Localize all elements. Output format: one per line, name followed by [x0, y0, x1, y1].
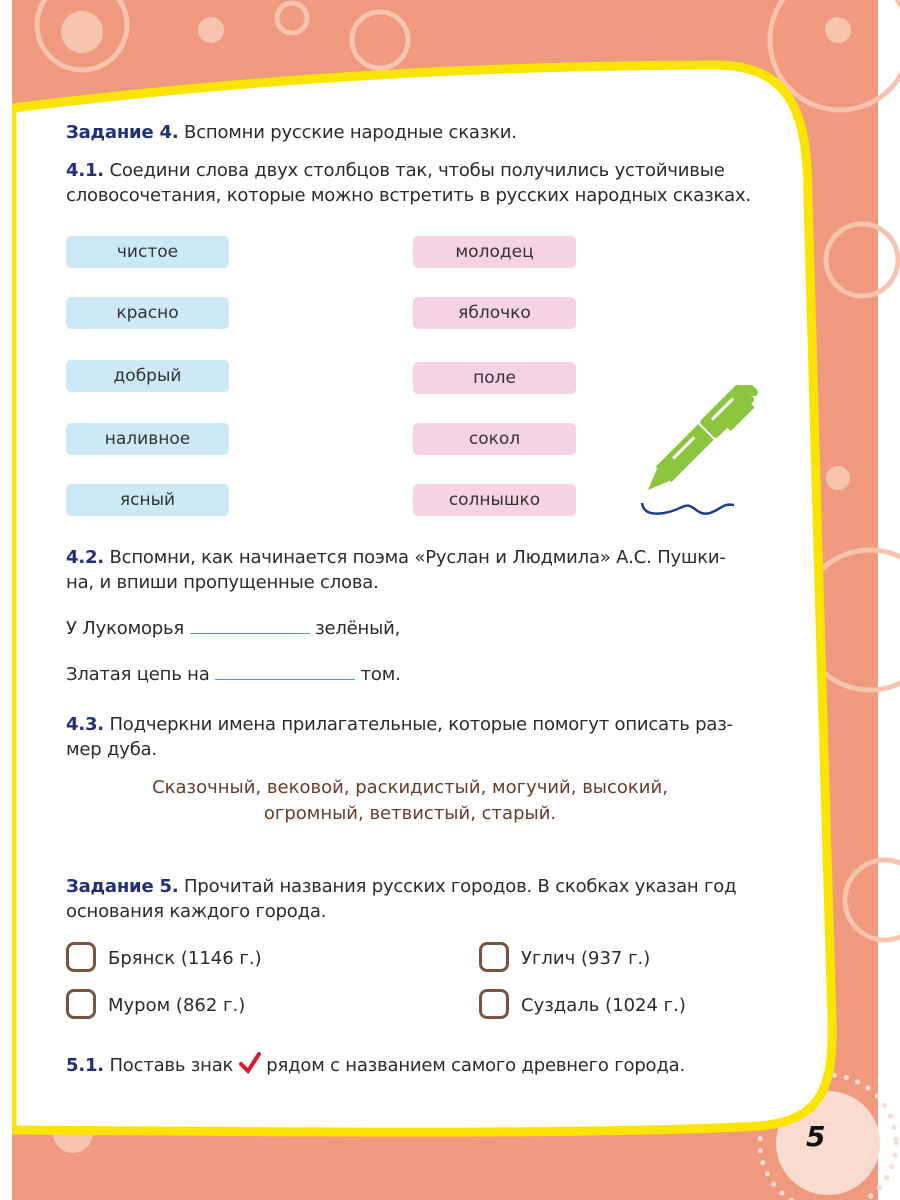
left-word-2[interactable]: красно: [66, 297, 229, 329]
q42-text-line1: Вспомни, как начинается поэма «Руслан и Людмила» А.С. Пушки-: [109, 547, 726, 568]
question-4-3: [66, 712, 760, 762]
checkmark-icon: [239, 1052, 261, 1074]
city-label-uglich: Углич (937 г.): [521, 948, 651, 969]
question-5-1: [66, 1052, 685, 1078]
city-label-murom: Муром (862 г.): [108, 995, 246, 1016]
checkbox-suzdal[interactable]: [479, 989, 509, 1019]
verse2-before: Златая цепь на: [66, 664, 210, 685]
q42-number: 4.2.: [66, 547, 104, 568]
verse2-after: том.: [360, 664, 401, 685]
task5-title: [66, 874, 760, 924]
verse-line-1: [66, 616, 400, 641]
left-word-1[interactable]: чистое: [66, 236, 229, 268]
verse2-blank[interactable]: [215, 665, 355, 680]
verse1-after: зелёный,: [315, 618, 401, 639]
checkbox-murom[interactable]: [66, 989, 96, 1019]
city-label-bryansk: Брянск (1146 г.): [108, 948, 262, 969]
q43-number: 4.3.: [66, 714, 104, 735]
task4-title: [66, 120, 517, 145]
task5-heading: Задание 5.: [66, 876, 179, 897]
right-word-5[interactable]: солнышко: [413, 484, 576, 516]
q51-text-after: рядом с названием самого древнего города.: [266, 1055, 685, 1076]
adjectives-line-1[interactable]: Сказочный, вековой, раскидистый, могучий, высокий,: [152, 777, 668, 798]
verse1-before: У Лукоморья: [66, 618, 185, 639]
q43-text-line1: Подчеркни имена прилагательные, которые помогут описать раз-: [109, 714, 733, 735]
verse-line-2: [66, 662, 401, 687]
q41-number: 4.1.: [66, 160, 104, 181]
task4-intro: Вспомни русские народные сказки.: [184, 122, 517, 143]
task5-intro-line2: основания каждого города.: [66, 901, 327, 922]
question-4-1: [66, 158, 760, 208]
right-word-3[interactable]: поле: [413, 362, 576, 394]
checkbox-bryansk[interactable]: [66, 942, 96, 972]
q43-text-line2: мер дуба.: [66, 739, 157, 760]
left-word-4[interactable]: наливное: [66, 423, 229, 455]
right-word-2[interactable]: яблочко: [413, 297, 576, 329]
q51-number: 5.1.: [66, 1055, 104, 1076]
adjectives-line-2[interactable]: огромный, ветвистый, старый.: [263, 803, 557, 824]
task5-intro-line1: Прочитай названия русских городов. В скобках указан год: [184, 876, 737, 897]
verse1-blank[interactable]: [190, 619, 310, 634]
right-word-4[interactable]: сокол: [413, 423, 576, 455]
left-word-3[interactable]: добрый: [66, 360, 229, 392]
task4-heading: Задание 4.: [66, 122, 179, 143]
checkbox-uglich[interactable]: [479, 942, 509, 972]
q51-text-before: Поставь знак: [109, 1055, 234, 1076]
left-word-5[interactable]: ясный: [66, 484, 229, 516]
pen-icon: [630, 385, 770, 525]
q41-text-line1: Соедини слова двух столбцов так, чтобы получились устойчивые: [109, 160, 725, 181]
question-4-2: [66, 545, 760, 595]
city-label-suzdal: Суздаль (1024 г.): [521, 995, 686, 1016]
q42-text-line2: на, и впиши пропущенные слова.: [66, 572, 379, 593]
page-number: 5: [806, 1120, 826, 1153]
q41-text-line2: словосочетания, которые можно встретить в русских народных сказках.: [66, 185, 751, 206]
right-word-1[interactable]: молодец: [413, 236, 576, 268]
